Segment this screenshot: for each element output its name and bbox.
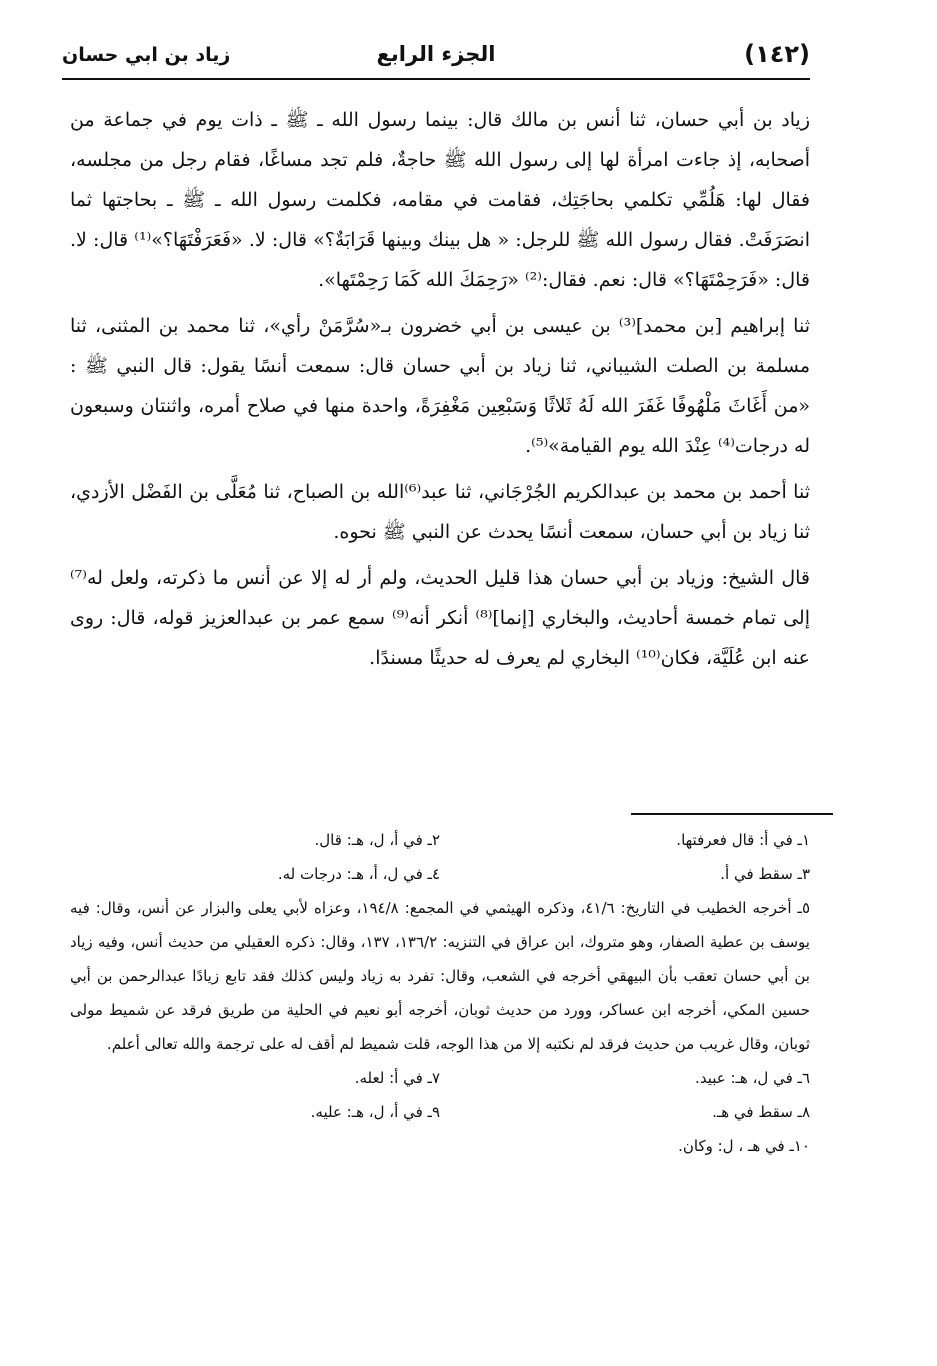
footnotes — [70, 823, 810, 1163]
part-title: الجزء الرابع — [376, 42, 496, 66]
footnote-6: ٦ـ في ل، هـ: عبيد. — [695, 1069, 810, 1087]
footnote-separator — [631, 813, 833, 815]
footnote-4: ٤ـ في ل، أ، هـ: درجات له. — [277, 865, 440, 883]
footnote-5: ٥ـ أخرجه الخطيب في التاريخ: ٤١/٦، وذكره الهيثمي في المجمع: ١٩٤/٨، وعزاه لأبي يعلى والبزار عن أنس، وقال: فيه يوسف بن عطية الصفار، وهو متروك، ابن عراق في التنزيه: ١٣٦/٢، ١٣٧، وقال: ذكره العقيلي من حديث أنس، وفيه زياد بن أبي حسان تعقب بأن البيهقي أخرجه في الشعب، وقال: تفرد به زياد وليس كذلك فقد تابع زيادًا عبدالرحمن بن أبي حسين المكي، أخرجه ابن عساكر، وورد من حديث ثوبان، أخرجه أبو نعيم في الحلية من طريق فرقد عن شميط مولى ثوبان، وقال غريب من حديث فرقد لم نكتبه إلا من هذا الوجه، قلت شميط لم أقف له على ترجمة والله تعالى أعلم. — [70, 899, 811, 1053]
page-number: (١٤٢) — [744, 40, 810, 68]
paragraph-3: ثنا أحمد بن محمد بن عبدالكريم الجُرْجَاني، ثنا عبد⁽⁶⁾الله بن الصباح، ثنا مُعَلَّى بن الفَضْل الأزدي، ثنا زياد بن أبي حسان، سمعت أنسًا يحدث عن النبي ﷺ نحوه. — [70, 481, 810, 543]
paragraph-4: قال الشيخ: وزياد بن أبي حسان هذا قليل الحديث، ولم أر له إلا عن أنس ما ذكرته، ولعل له⁽⁷⁾ إلى تمام خمسة أحاديث، والبخاري [إنما]⁽⁸⁾ أنكر أنه⁽⁹⁾ سمع عمر بن عبدالعزيز قوله، قال: روى عنه ابن عُلَيَّة، فكان⁽¹⁰⁾ البخاري لم يعرف له حديثًا مسندًا. — [70, 567, 810, 669]
footnote-10: ١٠ـ في هـ ، ل: وكان. — [678, 1137, 810, 1155]
page-header — [62, 38, 810, 80]
paragraph-1: زياد بن أبي حسان، ثنا أنس بن مالك قال: بينما رسول الله ـ ﷺ ـ ذات يوم في جماعة من أصحابه، إذ جاءت امرأة لها إلى رسول الله ﷺ حاجةٌ، فلم تجد مساغًا، فقام رجل من مجلسه، فقال لها: هَلُمِّي تكلمي بحاجَتِك، فقامت في مقامه، فكلمت رسول الله ـ ﷺ ـ بحاجتها ثما انصَرَفَتْ. فقال رسول الله ﷺ للرجل: « هل بينك وبينها قَرَابَةٌ؟» قال: لا. «فَعَرَفْتَهَا؟»⁽¹⁾ قال: لا. قال: «فَرَحِمْتَهَا؟» قال: نعم. فقال:⁽²⁾ «رَحِمَكَ الله كَمَا رَحِمْتَها». — [70, 109, 810, 291]
footnote-8: ٨ـ سقط في هـ. — [712, 1103, 810, 1121]
footnote-3: ٣ـ سقط في أ. — [720, 865, 810, 883]
footnote-1: ١ـ في أ: قال فعرفتها. — [676, 831, 810, 849]
paragraph-2: ثنا إبراهيم [بن محمد]⁽³⁾ بن عيسى بن أبي خضرون بـ«سُرَّمَنْ رأي»، ثنا محمد بن المثنى، ثنا مسلمة بن الصلت الشيباني، ثنا زياد بن أبي حسان قال: سمعت أنسًا يقول: قال النبي ﷺ : «من أَغَاثَ مَلْهُوفًا غَفَرَ الله لَهُ ثَلاثًا وَسَبْعِين مَغْفِرَةً، واحدة منها في صلاح أمره، واثنتان وسبعون له درجات⁽⁴⁾ عِنْدَ الله يوم القيامة»⁽⁵⁾. — [70, 315, 810, 457]
running-title: زياد بن ابي حسان — [62, 44, 231, 66]
footnote-9: ٩ـ في أ، ل، هـ: عليه. — [310, 1103, 440, 1121]
main-text — [70, 100, 810, 684]
footnote-2: ٢ـ في أ، ل، هـ: قال. — [314, 831, 440, 849]
footnote-7: ٧ـ في أ: لعله. — [354, 1069, 440, 1087]
